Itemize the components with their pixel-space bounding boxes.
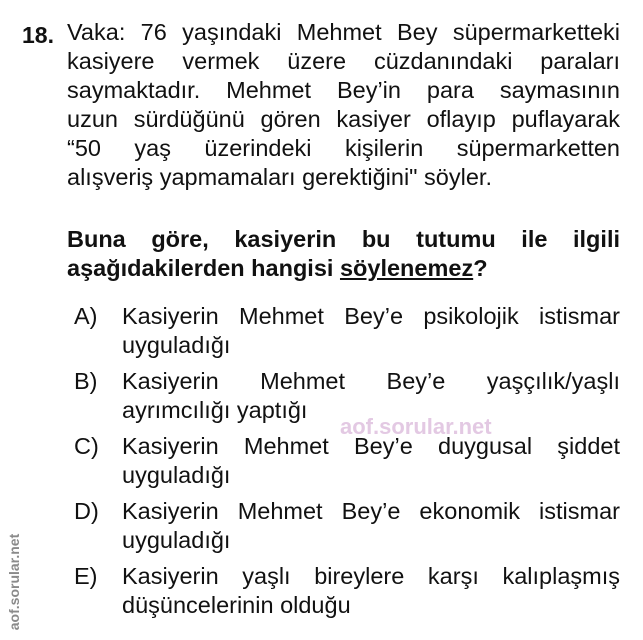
option-letter: B) bbox=[74, 368, 98, 394]
option-text: Kasiyerin Mehmet Bey’e yaşçılık/yaşlı bbox=[122, 368, 620, 394]
stem-line: alışveriş yapmamaları gerektiğini" söyler. bbox=[67, 164, 492, 190]
option-text: uyguladığı bbox=[122, 332, 231, 358]
watermark-center: aof.sorular.net bbox=[340, 414, 492, 439]
option-text: uyguladığı bbox=[122, 527, 231, 553]
option-text: düşüncelerinin olduğu bbox=[122, 592, 351, 618]
option-letter: E) bbox=[74, 563, 98, 589]
prompt-line: Buna göre, kasiyerin bu tutumu ile ilgili bbox=[67, 226, 620, 252]
watermark-side: aof.sorular.net bbox=[6, 533, 22, 631]
prompt-suffix: ? bbox=[473, 255, 488, 281]
prompt-prefix: aşağıdakilerden hangisi bbox=[67, 255, 340, 281]
option-letter: C) bbox=[74, 433, 99, 459]
stem-line: saymaktadır. Mehmet Bey’in para saymasının bbox=[67, 77, 620, 103]
prompt-line bbox=[67, 254, 620, 283]
option-text: Kasiyerin Mehmet Bey’e psikolojik istismar bbox=[122, 303, 620, 329]
question-stem bbox=[67, 18, 620, 192]
stem-line: “50 yaş üzerindeki kişilerin süpermarketten bbox=[67, 135, 620, 161]
option-text: ayrımcılığı yaptığı bbox=[122, 397, 308, 423]
option-letter: A) bbox=[74, 303, 98, 329]
stem-line: Vaka: 76 yaşındaki Mehmet Bey süpermarketteki bbox=[67, 19, 620, 45]
stem-line: uzun sürdüğünü gören kasiyer oflayıp puflayarak bbox=[67, 106, 620, 132]
question-prompt bbox=[67, 225, 620, 283]
option-text: Kasiyerin Mehmet Bey’e ekonomik istismar bbox=[122, 498, 620, 524]
prompt-emphasis: söylenemez bbox=[339, 255, 474, 281]
option-text: Kasiyerin Mehmet Bey’e duygusal şiddet bbox=[122, 433, 620, 459]
option-text: Kasiyerin yaşlı bireylere karşı kalıplaşmış bbox=[122, 563, 620, 589]
option-letter: D) bbox=[74, 498, 99, 524]
option-text: uyguladığı bbox=[122, 462, 231, 488]
stem-line: kasiyere vermek üzere cüzdanındaki paraları bbox=[67, 48, 620, 74]
question-number: 18. bbox=[22, 22, 54, 48]
